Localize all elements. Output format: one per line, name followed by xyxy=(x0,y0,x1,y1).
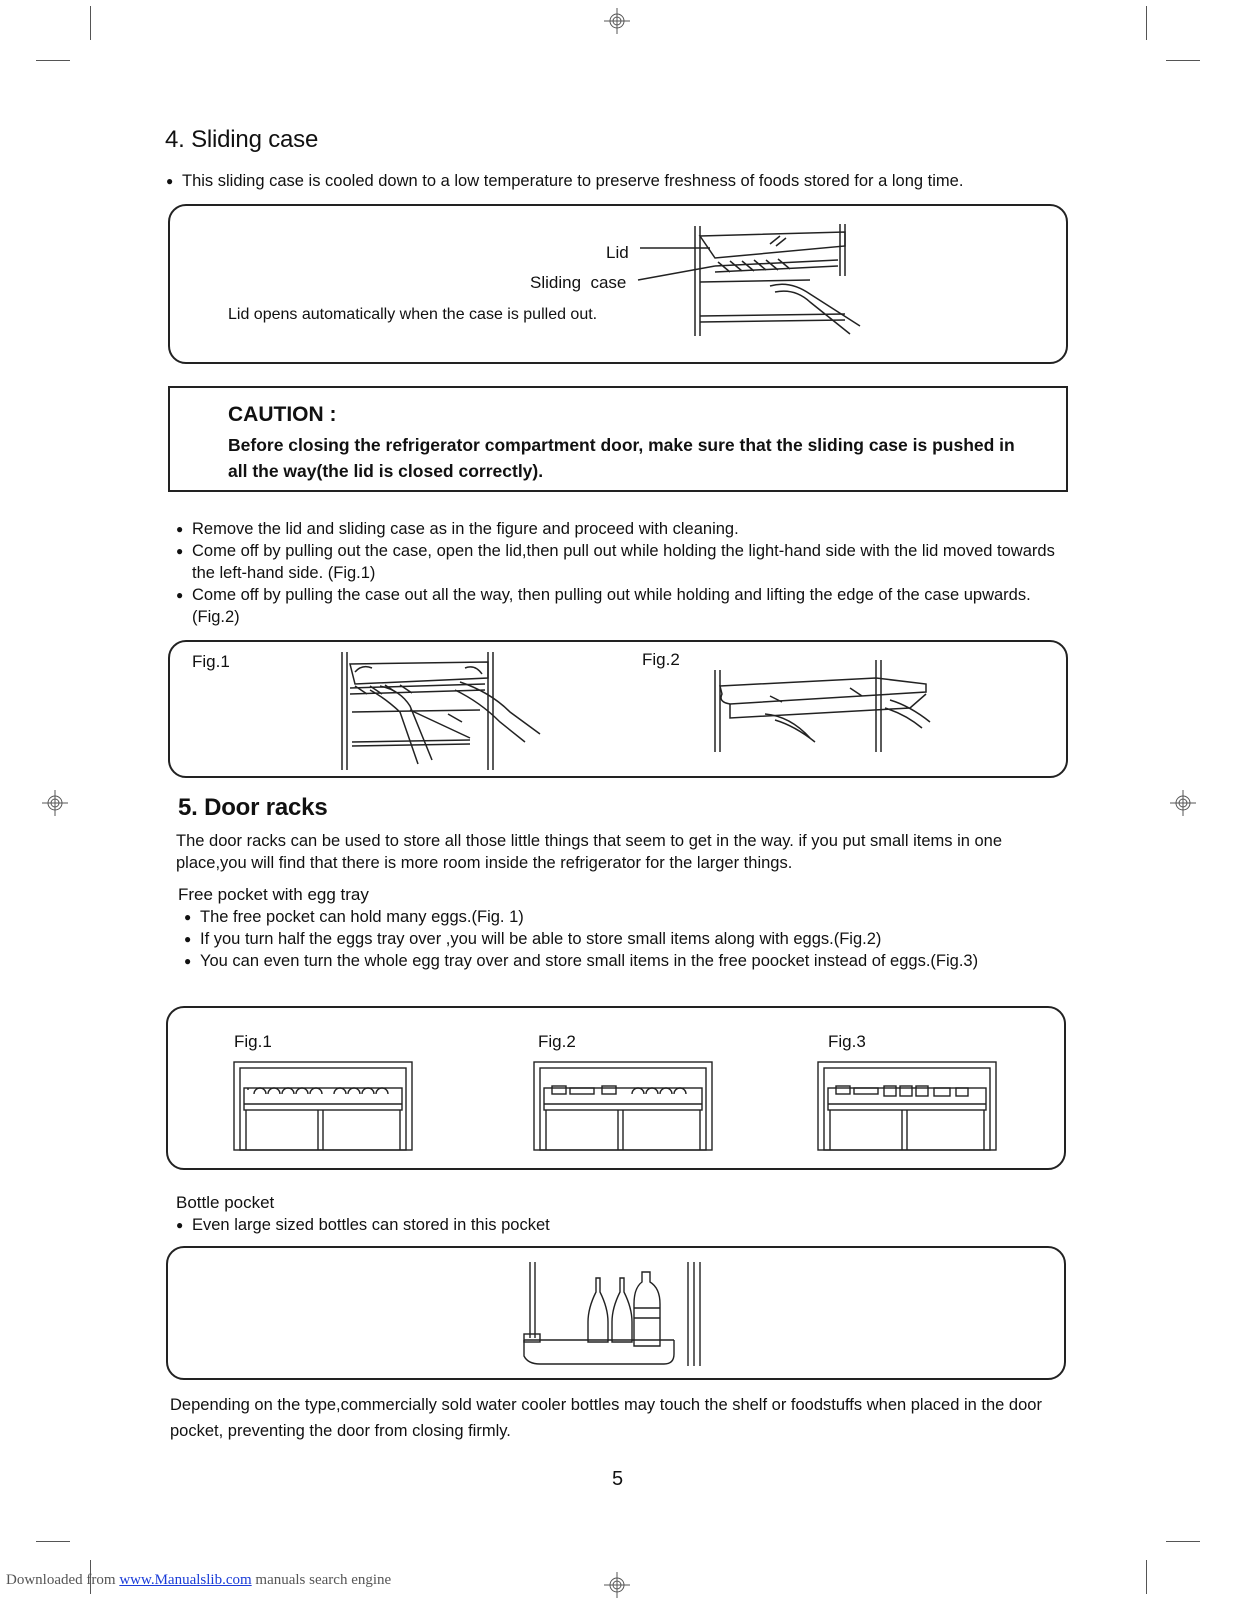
caution-box xyxy=(168,386,1068,492)
label-sliding-case: Sliding case xyxy=(530,273,627,292)
list-item: ● This sliding case is cooled down to a low temperature to preserve freshness of foods stored for a long time. xyxy=(166,170,1086,192)
bottle-pocket-bullets xyxy=(176,1214,1016,1236)
door-racks-intro: The door racks can be used to store all those little things that seem to get in the way. if you put small items in one place,you will find that there is more room inside the refrigerator for the larger things. xyxy=(176,832,1003,872)
bottle-pocket-drawing xyxy=(168,1248,1068,1382)
label-lid-opens: Lid opens automatically when the case is pulled out. xyxy=(228,306,598,323)
list-item: ● Come off by pulling the case out all the way, then pulling out while holding and lifting the edge of the case upwards.(Fig.2) xyxy=(176,584,1056,628)
crop-mark-icon xyxy=(36,1541,70,1542)
registration-mark-icon xyxy=(604,1572,630,1598)
sliding-case-bullets xyxy=(176,518,1056,628)
registration-mark-icon xyxy=(42,790,68,816)
egg-tray-drawings xyxy=(168,1008,1068,1172)
list-item: ● If you turn half the eggs tray over ,you will be able to store small items along with eggs.(Fig.2) xyxy=(184,928,1024,950)
fig1-drawing xyxy=(170,642,1070,780)
egg-fig2-label: Fig.2 xyxy=(538,1032,576,1051)
crop-mark-icon xyxy=(36,60,70,61)
section-title-sliding-case: 4. Sliding case xyxy=(165,126,319,153)
registration-mark-icon xyxy=(1170,790,1196,816)
list-item: ● Even large sized bottles can stored in this pocket xyxy=(176,1214,1016,1236)
list-item: ● Remove the lid and sliding case as in the figure and proceed with cleaning. xyxy=(176,518,1056,540)
caution-title: CAUTION : xyxy=(228,403,337,426)
caution-text: Before closing the refrigerator compartment door, make sure that the sliding case is pushed in all the way(the lid is closed correctly). xyxy=(228,435,1015,481)
egg-fig1-label: Fig.1 xyxy=(234,1032,272,1051)
list-item: ● You can even turn the whole egg tray over and store small items in the free poocket instead of eggs.(Fig.3) xyxy=(184,950,1024,972)
bottle-pocket-title: Bottle pocket xyxy=(176,1193,275,1212)
bottle-pocket-figure-box xyxy=(166,1246,1066,1380)
footer-suffix: manuals search engine xyxy=(251,1572,392,1588)
sliding-case-illustration-box xyxy=(168,204,1068,364)
list-item: ● The free pocket can hold many eggs.(Fig. 1) xyxy=(184,906,1024,928)
crop-mark-icon xyxy=(90,6,91,40)
bottle-note: Depending on the type,commercially sold water cooler bottles may touch the shelf or foodstuffs when placed in the door pocket, preventing the door from closing firmly. xyxy=(170,1396,1042,1440)
list-item: ● Come off by pulling out the case, open the lid,then pull out while holding the light-hand side with the lid moved towards the left-hand side. (Fig.1) xyxy=(176,540,1056,584)
registration-mark-icon xyxy=(604,8,630,34)
free-pocket-title: Free pocket with egg tray xyxy=(178,885,369,904)
crop-mark-icon xyxy=(1166,60,1200,61)
page-number: 5 xyxy=(612,1468,624,1490)
crop-mark-icon xyxy=(1146,6,1147,40)
sliding-case-intro xyxy=(166,170,1086,192)
free-pocket-bullets xyxy=(184,906,1024,972)
section-title-door-racks: 5. Door racks xyxy=(178,794,328,821)
egg-fig3-label: Fig.3 xyxy=(828,1032,866,1051)
crop-mark-icon xyxy=(1166,1541,1200,1542)
crop-mark-icon xyxy=(1146,1560,1147,1594)
label-lid: Lid xyxy=(606,243,629,262)
footer-prefix: Downloaded from xyxy=(6,1572,120,1588)
footer-link[interactable]: www.Manualslib.com xyxy=(119,1572,252,1588)
fig2-label: Fig.2 xyxy=(642,650,680,669)
sliding-case-figures-box xyxy=(168,640,1068,778)
fig1-label: Fig.1 xyxy=(192,652,230,671)
egg-tray-figures-box xyxy=(166,1006,1066,1170)
footer xyxy=(6,1572,391,1589)
sliding-case-drawing xyxy=(170,206,1070,366)
